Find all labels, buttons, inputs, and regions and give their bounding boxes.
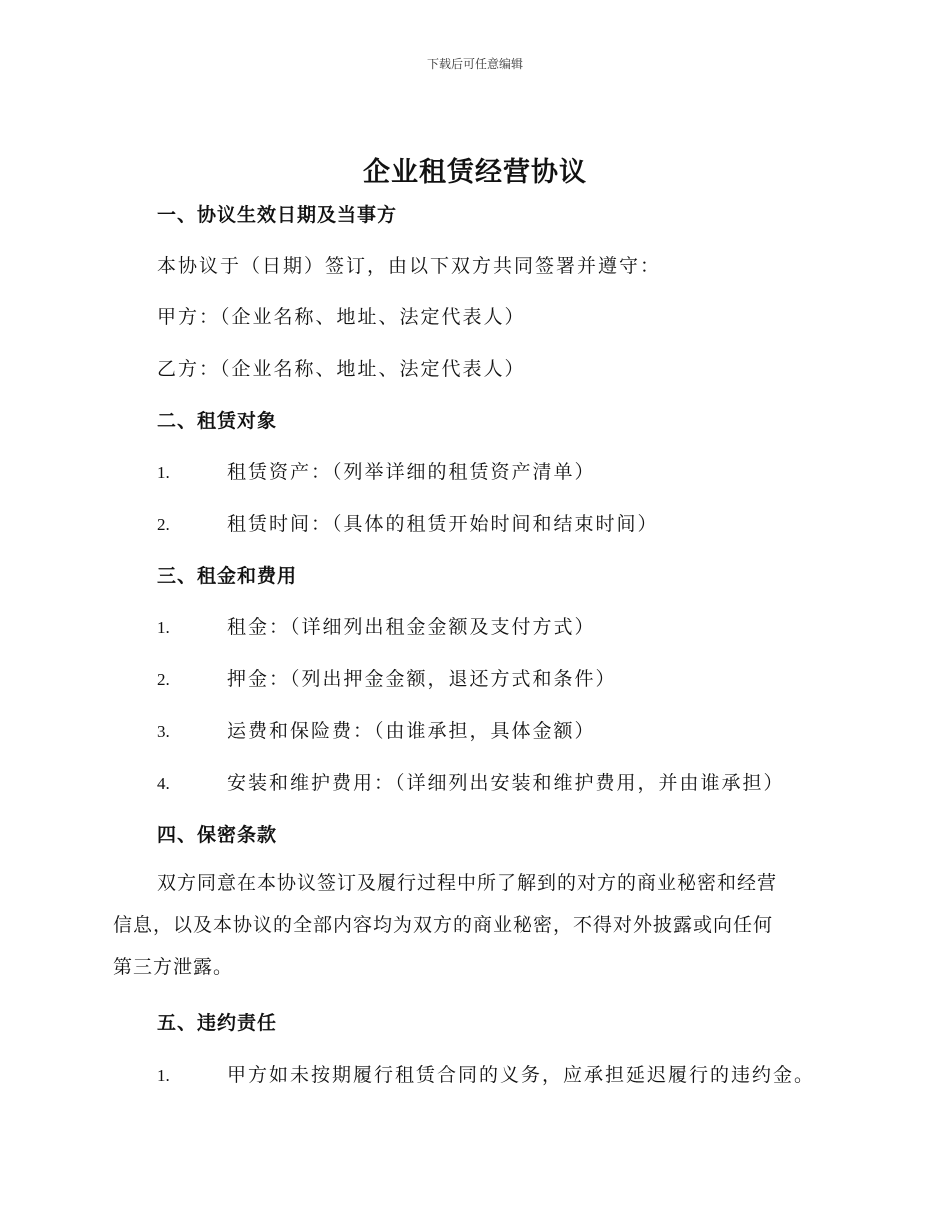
list-item <box>157 1060 815 1087</box>
section-3-heading: 三、租金和费用 <box>157 565 298 587</box>
list-item-number: 2. <box>157 515 170 534</box>
list-item-number: 1. <box>157 463 170 482</box>
paragraph-line: 第三方泄露。 <box>113 956 234 978</box>
list-item-number: 3. <box>157 722 170 741</box>
party-a-line: 甲方：（企业名称、地址、法定代表人） <box>157 306 526 328</box>
agreement-intro: 本协议于（日期）签订，由以下双方共同签署并遵守： <box>157 255 662 277</box>
section-2-heading: 二、租赁对象 <box>157 410 278 432</box>
list-item <box>157 457 596 484</box>
section-1-heading: 一、协议生效日期及当事方 <box>157 204 398 226</box>
list-item <box>157 509 659 536</box>
list-item-text: 租赁资产：（列举详细的租赁资产清单） <box>227 461 596 483</box>
list-item-text: 运费和保险费：（由谁承担，具体金额） <box>227 720 596 742</box>
section-5-heading: 五、违约责任 <box>157 1012 278 1034</box>
list-item-number: 1. <box>157 1066 170 1085</box>
header-note: 下载后可任意编辑 <box>426 57 523 71</box>
list-item-text: 押金：（列出押金金额，退还方式和条件） <box>227 668 617 690</box>
list-item <box>157 612 596 639</box>
section-4-heading: 四、保密条款 <box>157 824 278 846</box>
paragraph-line: 信息，以及本协议的全部内容均为双方的商业秘密，不得对外披露或向任何 <box>113 914 774 936</box>
list-item-text: 甲方如未按期履行租赁合同的义务，应承担延迟履行的违约金。 <box>227 1064 816 1086</box>
list-item-number: 1. <box>157 618 170 637</box>
list-item <box>157 768 785 795</box>
document-title: 企业租赁经营协议 <box>363 157 587 188</box>
list-item-text: 租金：（详细列出租金金额及支付方式） <box>227 616 596 638</box>
list-item-text: 安装和维护费用：（详细列出安装和维护费用，并由谁承担） <box>227 772 785 794</box>
confidentiality-paragraph <box>113 862 833 988</box>
list-item <box>157 716 596 743</box>
list-item <box>157 664 617 691</box>
party-b-line: 乙方：（企业名称、地址、法定代表人） <box>157 358 526 380</box>
list-item-number: 4. <box>157 774 170 793</box>
list-item-text: 租赁时间：（具体的租赁开始时间和结束时间） <box>227 513 659 535</box>
paragraph-line: 双方同意在本协议签订及履行过程中所了解到的对方的商业秘密和经营 <box>157 872 778 894</box>
list-item-number: 2. <box>157 670 170 689</box>
